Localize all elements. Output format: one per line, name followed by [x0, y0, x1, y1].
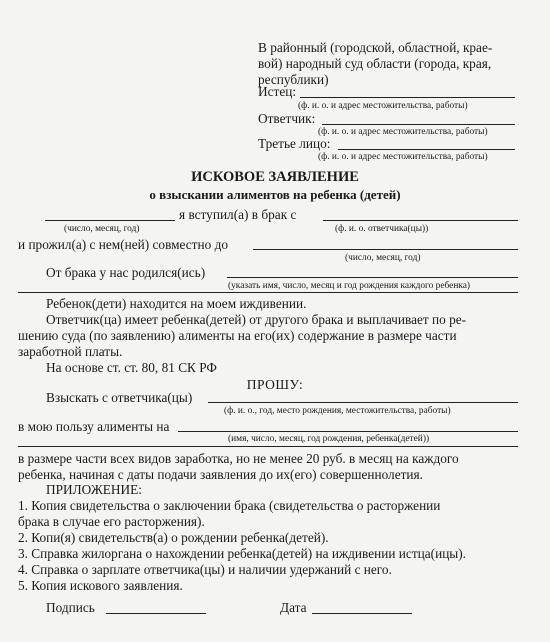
cohabit-date-line[interactable] [253, 249, 518, 250]
appendix-item-1-line-2: брака в случае его расторжения). [18, 514, 205, 529]
spouse-name-line[interactable] [323, 220, 518, 221]
date-label: Дата [280, 600, 307, 615]
amount-line-2: ребенка, начиная с даты подачи заявления до их(его) совершеннолетия. [18, 467, 423, 482]
appendix-item-1-line-1: 1. Копия свидетельства о заключении брака (свидетельства о расторжении [18, 498, 441, 513]
benefit-hint: (имя, число, месяц, год рождения, ребенка(детей)) [228, 434, 430, 444]
court-address-line-3: республики) [258, 72, 329, 87]
dependent-text: Ребенок(дети) находится на моем иждивении. [46, 296, 307, 311]
benefit-line[interactable] [178, 431, 518, 432]
court-address-line-2: вой) народный суд области (города, края, [258, 56, 492, 71]
amount-line-1: в размере части всех видов заработка, но не менее 20 руб. в месяц на каждого [18, 451, 459, 466]
third-party-hint: (ф. и. о. и адрес местожительства, работы) [318, 152, 488, 162]
legal-basis-text: На основе ст. ст. 80, 81 СК РФ [46, 360, 217, 375]
court-address-line-1: В районный (городской, областной, крае- [258, 40, 493, 55]
appendix-heading: ПРИЛОЖЕНИЕ: [46, 482, 142, 497]
appendix-item-5: 5. Копия искового заявления. [18, 578, 183, 593]
cohabit-text: и прожил(а) с нем(ней) совместно до [18, 237, 228, 252]
spouse-name-hint: (ф. и. о. ответчика(цы)) [335, 224, 429, 234]
signature-label: Подпись [46, 600, 95, 615]
date-line[interactable] [312, 613, 412, 614]
appendix-item-2: 2. Копи(я) свидетельств(а) о рождении ребенка(детей). [18, 530, 329, 545]
defendant-label: Ответчик: [258, 111, 316, 126]
children-hint: (указать имя, число, месяц и год рождения каждого ребенка) [228, 281, 471, 291]
signature-line[interactable] [106, 613, 206, 614]
appendix-item-3: 3. Справка жилоргана о нахождении ребенка(детей) на иждивении истца(ицы). [18, 546, 466, 561]
second-marriage-line-1: Ответчик(ца) имеет ребенка(детей) от другого брака и выплачивает по ре- [46, 312, 467, 327]
plaintiff-line[interactable] [300, 97, 515, 98]
children-extra-line[interactable] [18, 292, 518, 293]
married-text: я вступил(а) в брак с [179, 207, 297, 222]
cohabit-date-hint: (число, месяц, год) [345, 253, 421, 263]
document-subtitle: о взыскании алиментов на ребенка (детей) [149, 187, 401, 202]
benefit-text: в мою пользу алименты на [18, 419, 170, 434]
third-party-line[interactable] [338, 149, 515, 150]
plaintiff-label: Истец: [258, 84, 297, 99]
plaintiff-hint: (ф. и. о. и адрес местожительства, работы) [298, 101, 468, 111]
collect-hint: (ф. и. о., год, место рождения, местожительства, работы) [224, 406, 451, 416]
collect-text: Взыскать с ответчика(цы) [46, 390, 193, 405]
appendix-item-4: 4. Справка о зарплате ответчика(цы) и наличии удержаний с него. [18, 562, 392, 577]
defendant-address-hint: (ф. и. о. и адрес местожительства, работы) [318, 127, 488, 137]
third-party-label: Третье лицо: [258, 136, 331, 151]
second-marriage-line-3: заработной платы. [18, 344, 123, 359]
children-line[interactable] [227, 277, 518, 278]
benefit-extra-line[interactable] [18, 446, 518, 447]
second-marriage-line-2: шению суда (по заявлению) алименты на его(их) содержание в размере части [18, 328, 457, 343]
request-heading: ПРОШУ: [246, 377, 304, 392]
document-title: ИСКОВОЕ ЗАЯВЛЕНИЕ [191, 169, 359, 185]
collect-line[interactable] [208, 402, 518, 403]
defendant-line[interactable] [322, 124, 515, 125]
marriage-date-hint: (число, месяц, год) [64, 224, 140, 234]
marriage-date-line[interactable] [45, 220, 175, 221]
born-text: От брака у нас родился(ись) [46, 265, 206, 280]
